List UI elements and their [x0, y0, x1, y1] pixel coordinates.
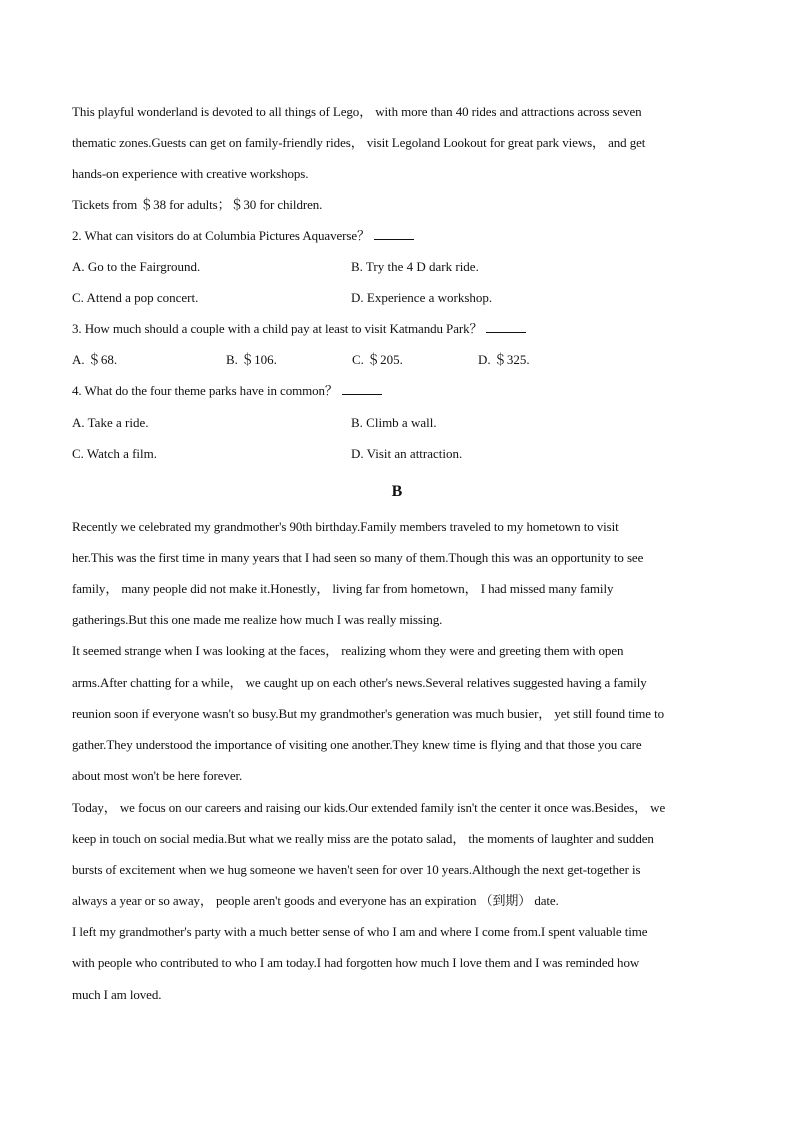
question-3-stem [72, 320, 734, 338]
passage-b-line: I left my grandmother's party with a much better sense of who I am and where I come from.I spent valuable time [72, 924, 648, 939]
passage-b-line: Today， we focus on our careers and raising our kids.Our extended family isn't the center it once was.Besides， we [72, 800, 666, 815]
question-3-option-d: D. ＄325. [478, 352, 530, 367]
passage-b-line: always a year or so away， people aren't goods and everyone has an expiration （到期） date. [72, 893, 559, 908]
question-3-option-a: A. ＄68. [72, 352, 118, 367]
answer-blank [486, 320, 526, 333]
question-text: 2. What can visitors do at Columbia Pictures Aquaverse？ [72, 228, 370, 243]
passage-a-line: thematic zones.Guests can get on family-friendly rides， visit Legoland Lookout for great park views， and get [72, 135, 646, 150]
passage-a-line: hands-on experience with creative workshops. [72, 166, 309, 181]
section-b-heading: B [391, 483, 403, 500]
question-4-option-d: D. Visit an attraction. [351, 446, 463, 461]
passage-b-line: keep in touch on social media.But what we really miss are the potato salad， the moments of laughter and sudden [72, 831, 654, 846]
passage-b-line: her.This was the first time in many years that I had seen so many of them.Though this was an opportunity to see [72, 550, 644, 565]
question-2-option-d: D. Experience a workshop. [351, 290, 493, 305]
question-3-option-b: B. ＄106. [226, 352, 277, 367]
question-3-option-c: C. ＄205. [352, 352, 403, 367]
passage-b-line: It seemed strange when I was looking at the faces， realizing whom they were and greeting them with open [72, 643, 624, 658]
ticket-price-line: Tickets from ＄38 for adults；＄30 for children. [72, 197, 323, 212]
passage-b-line: family， many people did not make it.Honestly， living far from hometown， I had missed many family [72, 581, 614, 596]
passage-b-line: bursts of excitement when we hug someone we haven't seen for over 10 years.Although the next get-together is [72, 862, 641, 877]
passage-a-line: This playful wonderland is devoted to all things of Lego， with more than 40 rides and attractions across seven [72, 104, 642, 119]
passage-b-line: gather.They understood the importance of visiting one another.They knew time is flying and that those you care [72, 737, 642, 752]
passage-b-line: arms.After chatting for a while， we caught up on each other's news.Several relatives suggested having a family [72, 675, 647, 690]
passage-b-line: Recently we celebrated my grandmother's 90th birthday.Family members traveled to my hometown to visit [72, 519, 619, 534]
question-2-option-c: C. Attend a pop concert. [72, 290, 199, 305]
passage-b-line: with people who contributed to who I am today.I had forgotten how much I love them and I was reminded how [72, 955, 640, 970]
answer-blank [374, 227, 414, 240]
question-text: 4. What do the four theme parks have in common？ [72, 383, 338, 398]
passage-b-line: about most won't be here forever. [72, 768, 243, 783]
question-4-option-a: A. Take a ride. [72, 415, 149, 430]
passage-b-line: much I am loved. [72, 987, 162, 1002]
question-2-stem [72, 227, 734, 245]
question-4-option-c: C. Watch a film. [72, 446, 158, 461]
answer-blank [342, 382, 382, 395]
question-2-option-b: B. Try the 4 D dark ride. [351, 259, 479, 274]
question-4-option-b: B. Climb a wall. [351, 415, 437, 430]
passage-b-line: reunion soon if everyone wasn't so busy.But my grandmother's generation was much busier， yet still found time to [72, 706, 664, 721]
passage-b-line: gatherings.But this one made me realize how much I was really missing. [72, 612, 443, 627]
question-text: 3. How much should a couple with a child pay at least to visit Katmandu Park？ [72, 321, 483, 336]
question-2-option-a: A. Go to the Fairground. [72, 259, 201, 274]
question-4-stem [72, 382, 734, 400]
